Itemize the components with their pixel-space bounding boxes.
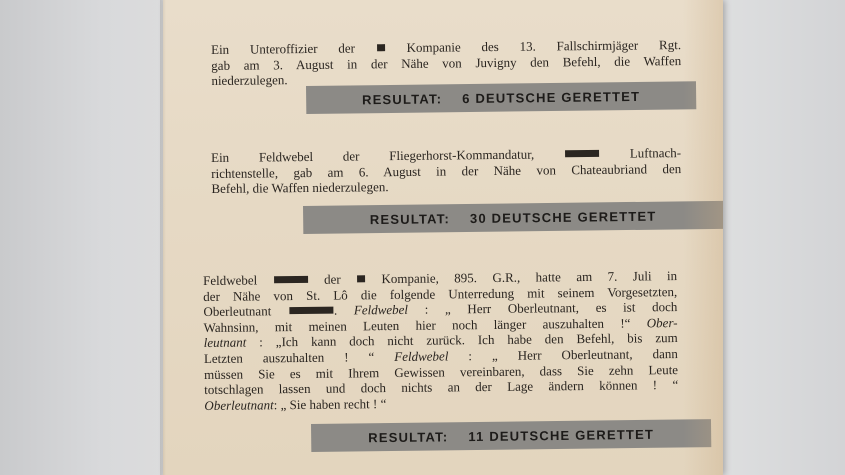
speaker-label: Ober- [646,314,678,331]
text-segment: Ein Feldwebel der Fliegerhorst-Kommandatur, [211,146,565,165]
paragraph-3 [203,268,678,413]
text-segment: : „ Sie haben recht ! “ [273,395,387,413]
text-segment: Ein Unteroffizier der [211,40,376,57]
censor-block [357,275,365,282]
background-right [715,0,845,475]
paragraph-3-line-7: müssen Sie es mit Ihrem Gewissen vereinbaren, dass Sie zehn Leute [203,361,679,382]
speaker-label: Feldwebel [394,348,449,364]
result-value: 11 DEUTSCHE GERETTET [468,426,655,444]
speaker-label: Oberleutnant [204,397,274,413]
result-value: 6 DEUTSCHE GERETTET [462,88,641,106]
text-segment: der [308,271,357,287]
page-edge-shadow [160,0,166,475]
censor-block [565,150,599,157]
censor-block [274,276,308,283]
speaker-label: Feldwebel [353,302,409,318]
paragraph-1 [211,37,681,88]
text-segment: . [333,302,354,318]
result-banner-2 [303,201,723,234]
text-segment: : „Ich kann doch nicht zurück. Ich habe den Befehl, bis zum [246,330,678,350]
result-banner-3 [311,419,711,452]
speaker-label: leutnant [203,334,247,351]
paragraph-2-line-2: richtenstelle, gab am 6. August in der Nähe von Chateaubriand den [211,160,682,181]
result-label: RESULTAT: [361,90,443,107]
text-segment: Wahnsinn, mit meinen Leuten hier noch länger auszuhalten !“ [203,315,647,335]
text-segment: Feldwebel [203,272,273,288]
result-value: 30 DEUTSCHE GERETTET [469,208,657,226]
text-segment: : „ Herr Oberleutnant, dann [448,346,678,364]
paragraph-2 [211,145,681,196]
paragraph-3-line-8: totschlagen lassen und doch nichts an der Lage ändern können ! “ [204,377,679,398]
result-banner-1 [306,81,696,114]
paragraph-3-line-2: der Nähe von St. Lô die folgende Unterredung mit seinem Vorgesetzten, [203,283,678,304]
paragraph-2-line-3: Befehl, die Waffen niederzulegen. [211,179,389,196]
text-segment: : „ Herr Oberleutnant, es ist doch [407,299,678,318]
text-segment: Oberleutnant [203,303,289,320]
leaflet-page [163,0,723,475]
text-segment: Luftnach- [599,145,682,161]
text-segment: Letzten auszuhalten ! “ [203,348,395,366]
paragraph-1-line-3: niederzulegen. [211,72,288,88]
text-segment: Kompanie des 13. Fallschirmjäger Rgt. [385,37,682,56]
censor-block [377,44,385,51]
background-left [0,0,168,475]
paragraph-1-line-2: gab am 3. August in der Nähe von Juvigny den Befehl, die Waffen [211,52,682,73]
result-label: RESULTAT: [369,210,451,227]
result-label: RESULTAT: [368,428,449,445]
censor-block [289,307,333,314]
text-segment: Kompanie, 895. G.R., hatte am 7. Juli in [365,268,678,287]
